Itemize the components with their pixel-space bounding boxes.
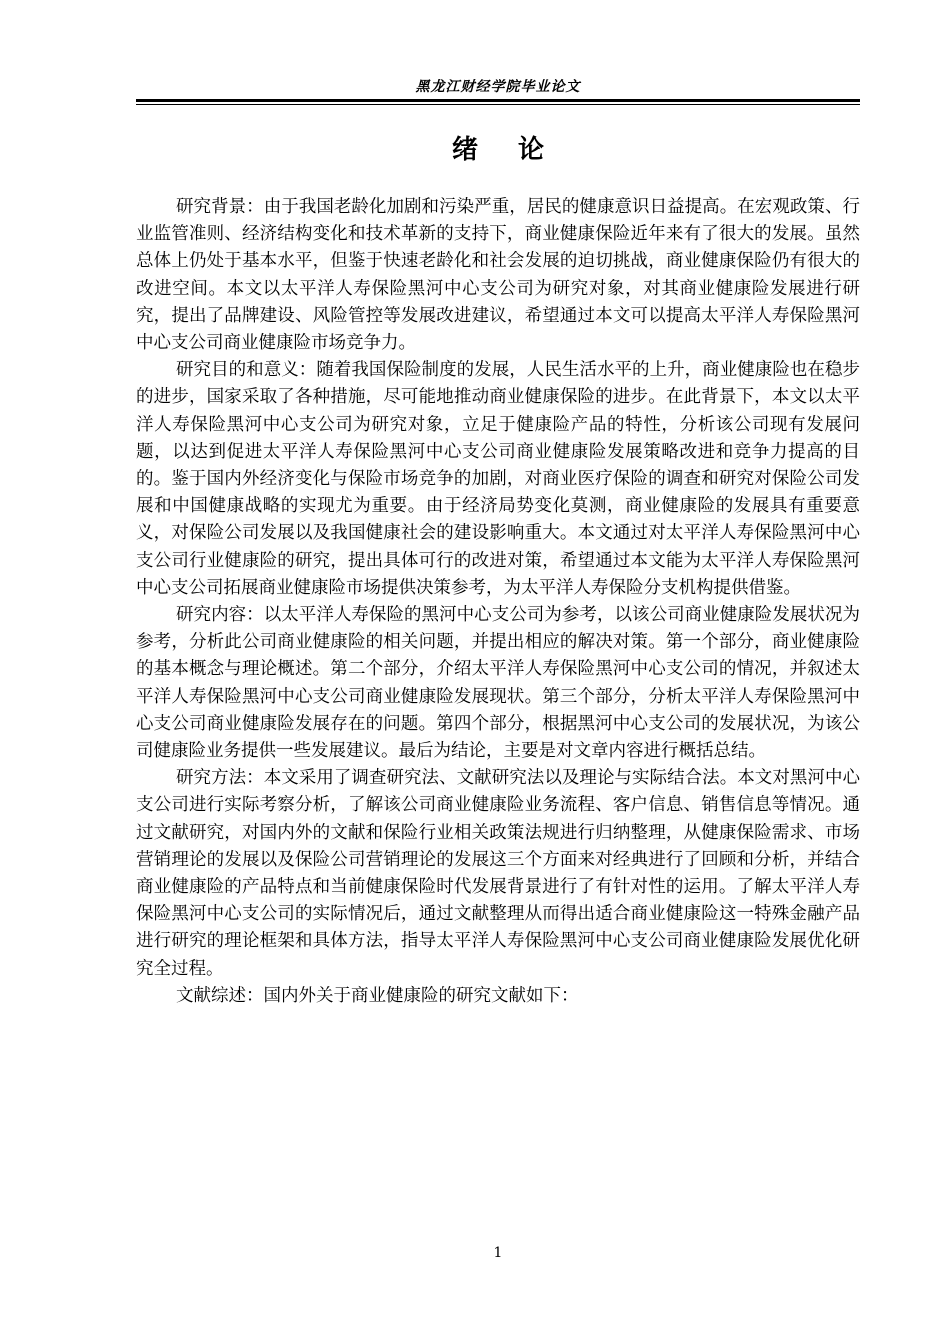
header-rule-thin (136, 104, 860, 105)
paragraph-content: 研究内容：以太平洋人寿保险的黑河中心支公司为参考，以该公司商业健康险发展状况为参考，分析此公司商业健康险的相关问题，并提出相应的解决对策。第一个部分，商业健康险的基本概念与理论概述。第二个部分，介绍太平洋人寿保险黑河中心支公司的情况，并叙述太平洋人寿保险黑河中心支公司商业健康险发展现状。第三个部分，分析太平洋人寿保险黑河中心支公司商业健康险发展存在的问题。第四个部分，根据黑河中心支公司的发展状况，为该公司健康险业务提供一些发展建议。最后为结论，主要是对文章内容进行概括总结。 (136, 605, 860, 762)
paragraph-methods: 研究方法：本文采用了调查研究法、文献研究法以及理论与实际结合法。本文对黑河中心支公司进行实际考察分析，了解该公司商业健康险业务流程、客户信息、销售信息等情况。通过文献研究，对国内外的文献和保险行业相关政策法规进行归纳整理，从健康保险需求、市场营销理论的发展以及保险公司营销理论的发展这三个方面来对经典进行了回顾和分析，并结合商业健康险的产品特点和当前健康保险时代发展背景进行了有针对性的运用。了解太平洋人寿保险黑河中心支公司的实际情况后，通过文献整理从而得出适合商业健康险这一特殊金融产品进行研究的理论框架和具体方法，指导太平洋人寿保险黑河中心支公司商业健康险发展优化研究全过程。 (136, 768, 860, 979)
running-header: 黑龙江财经学院毕业论文 (415, 79, 581, 95)
paragraph-literature: 文献综述：国内外关于商业健康险的研究文献如下： (176, 985, 579, 1006)
paragraph-background: 研究背景：由于我国老龄化加剧和污染严重，居民的健康意识日益提高。在宏观政策、行业监管准则、经济结构变化和技术革新的支持下，商业健康保险近年来有了很大的发展。虽然总体上仍处于基本水平，但鉴于快速老龄化和社会发展的迫切挑战，商业健康保险仍有很大的改进空间。本文以太平洋人寿保险黑河中心支公司为研究对象，对其商业健康险发展进行研究，提出了品牌建设、风险管控等发展改进建议，希望通过本文可以提高太平洋人寿保险黑河中心支公司商业健康险市场竞争力。 (136, 197, 860, 354)
paragraph-purpose: 研究目的和意义：随着我国保险制度的发展，人民生活水平的上升，商业健康险也在稳步的进步，国家采取了各种措施，尽可能地推动商业健康保险的进步。在此背景下，本文以太平洋人寿保险黑河中心支公司为研究对象，立足于健康险产品的特性，分析该公司现有发展问题，以达到促进太平洋人寿保险黑河中心支公司商业健康险发展策略改进和竞争力提高的目的。鉴于国内外经济变化与保险市场竞争的加剧，对商业医疗保险的调查和研究对保险公司发展和中国健康战略的实现尤为重要。由于经济局势变化莫测，商业健康险的发展具有重要意义，对保险公司发展以及我国健康社会的建设影响重大。本文通过对太平洋人寿保险黑河中心支公司行业健康险的研究，提出具体可行的改进对策，希望通过本文能为太平洋人寿保险黑河中心支公司拓展商业健康险市场提供决策参考，为太平洋人寿保险分支机构提供借鉴。 (136, 360, 860, 598)
chapter-title: 绪论 (451, 135, 584, 165)
body-text (136, 194, 860, 1010)
header-rule-thick (136, 99, 860, 102)
page-number: 1 (493, 1245, 503, 1261)
